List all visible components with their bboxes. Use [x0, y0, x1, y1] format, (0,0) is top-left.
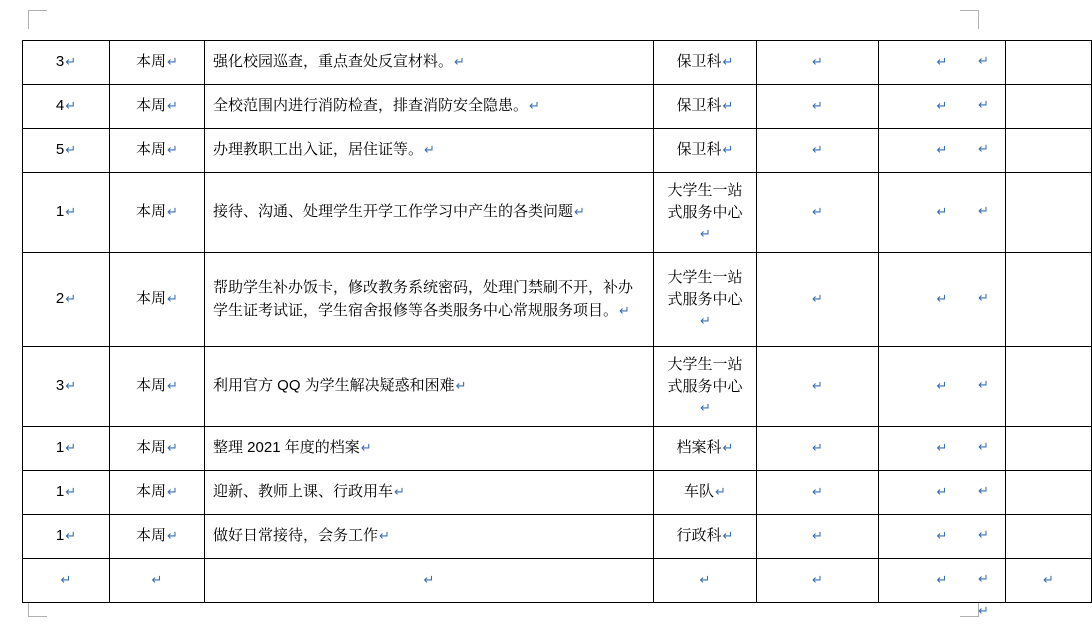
cell-text: 档案科↵: [676, 439, 734, 457]
paragraph-mark-icon: ↵: [423, 573, 435, 589]
table-cell-col-e[interactable]: [757, 253, 879, 347]
cell-text: 本周↵: [136, 53, 178, 71]
table-cell-dept[interactable]: [654, 559, 757, 603]
table-cell-week[interactable]: [110, 427, 205, 471]
cell-text: 1↵: [55, 439, 77, 457]
table-cell-week[interactable]: [110, 471, 205, 515]
cell-text: 本周↵: [136, 141, 178, 159]
paragraph-mark-icon: ↵: [167, 441, 178, 457]
cell-text: 本周↵: [136, 290, 178, 308]
paragraph-mark-icon: ↵: [722, 55, 734, 71]
paragraph-mark-icon: ↵: [812, 379, 823, 395]
paragraph-mark-icon: ↵: [65, 99, 77, 115]
table-cell-col-g[interactable]: [1006, 253, 1092, 347]
paragraph-mark-icon: ↵: [978, 54, 989, 69]
page-corner-mark-top-right: [960, 10, 979, 29]
table-cell-col-e[interactable]: [757, 347, 879, 427]
table-cell-col-e[interactable]: [757, 85, 879, 129]
paragraph-mark-icon: ↵: [699, 573, 711, 589]
paragraph-mark-icon: ↵: [424, 143, 435, 159]
paragraph-mark-icon: ↵: [151, 573, 163, 589]
table-cell-col-e[interactable]: [757, 173, 879, 253]
table-cell-dept[interactable]: [654, 85, 757, 129]
paragraph-mark-icon: ↵: [812, 441, 823, 457]
paragraph-mark-icon: ↵: [978, 378, 989, 393]
paragraph-mark-icon: ↵: [360, 441, 372, 457]
page-corner-mark-top-left: [28, 10, 47, 29]
paragraph-mark-icon: ↵: [812, 573, 823, 589]
table-cell-dept[interactable]: [654, 129, 757, 173]
table-cell-col-g[interactable]: [1006, 471, 1092, 515]
paragraph-mark-icon: ↵: [978, 98, 989, 113]
paragraph-mark-icon: ↵: [722, 99, 734, 115]
work-schedule-table: [22, 40, 1092, 603]
cell-text: 本周↵: [136, 203, 178, 221]
table-cell-desc[interactable]: [205, 253, 654, 347]
paragraph-mark-icon: ↵: [574, 205, 585, 221]
paragraph-mark-icon: ↵: [812, 205, 823, 221]
paragraph-mark-icon: ↵: [60, 573, 72, 589]
cell-text: 4↵: [55, 97, 77, 115]
paragraph-mark-icon: ↵: [65, 379, 77, 395]
cell-text: 整理 2021 年度的档案↵: [213, 439, 372, 457]
table-row: [23, 253, 1092, 347]
cell-text: 保卫科↵: [676, 97, 734, 115]
table-row: [23, 427, 1092, 471]
table-cell-week[interactable]: [110, 41, 205, 85]
cell-text: 做好日常接待，会务工作↵: [213, 527, 390, 545]
table-cell-week[interactable]: [110, 515, 205, 559]
table-cell-week[interactable]: [110, 173, 205, 253]
paragraph-mark-icon: ↵: [978, 604, 989, 619]
table-cell-dept[interactable]: [654, 347, 757, 427]
paragraph-mark-icon: ↵: [700, 227, 711, 243]
cell-text: 强化校园巡查，重点查处反宣材料。↵: [213, 53, 465, 71]
table-cell-week[interactable]: [110, 559, 205, 603]
table-cell-week[interactable]: [110, 85, 205, 129]
paragraph-mark-icon: ↵: [812, 529, 823, 545]
paragraph-mark-icon: ↵: [936, 205, 948, 221]
table-cell-col-g[interactable]: [1006, 559, 1092, 603]
table-cell-dept[interactable]: [654, 515, 757, 559]
cell-text: 车队↵: [684, 483, 726, 501]
table-cell-col-e[interactable]: [757, 41, 879, 85]
paragraph-mark-icon: ↵: [812, 485, 823, 501]
cell-text: 本周↵: [136, 439, 178, 457]
cell-text: 全校范围内进行消防检查，排查消防安全隐患。↵: [213, 97, 540, 115]
table-cell-col-g[interactable]: [1006, 515, 1092, 559]
cell-text: 3↵: [55, 377, 77, 395]
cell-text: 1↵: [55, 527, 77, 545]
cell-text: 大学生一站式服务中心↵: [667, 355, 743, 417]
table-cell-num[interactable]: [23, 85, 110, 129]
table-cell-col-e[interactable]: [757, 471, 879, 515]
table-cell-col-g[interactable]: [1006, 427, 1092, 471]
paragraph-mark-icon: ↵: [936, 292, 948, 308]
cell-text: 2↵: [55, 290, 77, 308]
paragraph-mark-icon: ↵: [700, 314, 711, 330]
table-cell-num[interactable]: [23, 471, 110, 515]
table-cell-desc[interactable]: [205, 559, 654, 603]
cell-text: 1↵: [55, 203, 77, 221]
table-cell-col-g[interactable]: [1006, 41, 1092, 85]
table-cell-dept[interactable]: [654, 427, 757, 471]
paragraph-mark-icon: ↵: [65, 55, 77, 71]
paragraph-mark-icon: ↵: [722, 143, 734, 159]
paragraph-mark-icon: ↵: [978, 572, 989, 587]
paragraph-mark-icon: ↵: [978, 291, 989, 306]
paragraph-mark-icon: ↵: [722, 441, 734, 457]
paragraph-mark-icon: ↵: [619, 303, 630, 319]
table-cell-desc[interactable]: [205, 347, 654, 427]
cell-text: 大学生一站式服务中心↵: [667, 181, 743, 243]
paragraph-mark-icon: ↵: [936, 441, 948, 457]
table-cell-week[interactable]: [110, 129, 205, 173]
paragraph-mark-icon: ↵: [812, 55, 823, 71]
table-cell-col-g[interactable]: [1006, 85, 1092, 129]
table-row: [23, 173, 1092, 253]
table-container: [22, 40, 1054, 603]
cell-text: 本周↵: [136, 527, 178, 545]
paragraph-mark-icon: ↵: [812, 292, 823, 308]
cell-text: 保卫科↵: [676, 141, 734, 159]
table-row: [23, 347, 1092, 427]
paragraph-mark-icon: ↵: [978, 528, 989, 543]
paragraph-mark-icon: ↵: [936, 379, 948, 395]
table-cell-desc[interactable]: [205, 129, 654, 173]
paragraph-mark-icon: ↵: [700, 401, 711, 417]
table-cell-col-e[interactable]: [757, 559, 879, 603]
cell-text: 3↵: [55, 53, 77, 71]
table-cell-num[interactable]: [23, 41, 110, 85]
paragraph-mark-icon: ↵: [936, 55, 948, 71]
table-cell-desc[interactable]: [205, 427, 654, 471]
table-cell-col-e[interactable]: [757, 515, 879, 559]
table-cell-week[interactable]: [110, 347, 205, 427]
table-row: [23, 85, 1092, 129]
paragraph-mark-icon: ↵: [167, 143, 178, 159]
cell-text: 本周↵: [136, 483, 178, 501]
table-cell-num[interactable]: [23, 173, 110, 253]
paragraph-mark-icon: ↵: [167, 379, 178, 395]
paragraph-mark-icon: ↵: [978, 484, 989, 499]
paragraph-mark-icon: ↵: [812, 99, 823, 115]
table-cell-dept[interactable]: [654, 471, 757, 515]
cell-text: 帮助学生补办饭卡，修改教务系统密码，处理门禁刷不开，补办学生证考试证，学生宿舍报修等各类服务中心常规服务项目。↵: [213, 279, 634, 319]
paragraph-mark-icon: ↵: [978, 204, 989, 219]
paragraph-mark-icon: ↵: [65, 292, 77, 308]
paragraph-mark-icon: ↵: [1043, 573, 1054, 589]
paragraph-mark-icon: ↵: [715, 485, 726, 501]
table-row: [23, 515, 1092, 559]
table-cell-num[interactable]: [23, 253, 110, 347]
table-cell-num[interactable]: [23, 129, 110, 173]
table-cell-num[interactable]: [23, 515, 110, 559]
table-row: [23, 41, 1092, 85]
table-cell-desc[interactable]: [205, 471, 654, 515]
table-cell-desc[interactable]: [205, 41, 654, 85]
paragraph-mark-icon: ↵: [379, 529, 390, 545]
cell-text: 保卫科↵: [676, 53, 734, 71]
paragraph-mark-icon: ↵: [936, 573, 948, 589]
cell-text: 本周↵: [136, 377, 178, 395]
table-cell-desc[interactable]: [205, 515, 654, 559]
table-cell-dept[interactable]: [654, 41, 757, 85]
paragraph-marks-column: [978, 40, 1008, 622]
paragraph-mark-icon: ↵: [167, 99, 178, 115]
cell-text: 大学生一站式服务中心↵: [667, 268, 743, 330]
cell-text: 办理教职工出入证，居住证等。↵: [213, 141, 435, 159]
table-cell-num[interactable]: [23, 559, 110, 603]
paragraph-mark-icon: ↵: [812, 143, 823, 159]
paragraph-mark-icon: ↵: [978, 142, 989, 157]
table-row: [23, 471, 1092, 515]
cell-text: 5↵: [55, 141, 77, 159]
paragraph-mark-icon: ↵: [936, 485, 948, 501]
cell-text: 接待、沟通、处理学生开学工作学习中产生的各类问题↵: [213, 203, 585, 221]
table-cell-col-g[interactable]: [1006, 129, 1092, 173]
table-cell-col-e[interactable]: [757, 427, 879, 471]
paragraph-mark-icon: ↵: [167, 55, 178, 71]
paragraph-mark-icon: ↵: [167, 292, 178, 308]
paragraph-mark-icon: ↵: [722, 529, 734, 545]
table-cell-desc[interactable]: [205, 85, 654, 129]
paragraph-mark-icon: ↵: [65, 441, 77, 457]
table-cell-col-g[interactable]: [1006, 173, 1092, 253]
paragraph-mark-icon: ↵: [936, 529, 948, 545]
paragraph-mark-icon: ↵: [65, 143, 77, 159]
cell-text: 1↵: [55, 483, 77, 501]
cell-text: 利用官方 QQ 为学生解决疑惑和困难↵: [213, 377, 467, 395]
paragraph-mark-icon: ↵: [167, 529, 178, 545]
paragraph-mark-icon: ↵: [936, 99, 948, 115]
paragraph-mark-icon: ↵: [529, 99, 540, 115]
paragraph-mark-icon: ↵: [65, 529, 77, 545]
paragraph-mark-icon: ↵: [65, 205, 77, 221]
table-cell-dept[interactable]: [654, 173, 757, 253]
paragraph-mark-icon: ↵: [167, 205, 178, 221]
paragraph-mark-icon: ↵: [454, 55, 465, 71]
cell-text: 本周↵: [136, 97, 178, 115]
table-cell-num[interactable]: [23, 347, 110, 427]
paragraph-mark-icon: ↵: [455, 379, 467, 395]
cell-text: 迎新、教师上课、行政用车↵: [213, 483, 405, 501]
paragraph-mark-icon: ↵: [65, 485, 77, 501]
table-cell-num[interactable]: [23, 427, 110, 471]
table-cell-desc[interactable]: [205, 173, 654, 253]
table-cell-week[interactable]: [110, 253, 205, 347]
paragraph-mark-icon: ↵: [936, 143, 948, 159]
table-row: [23, 559, 1092, 603]
table-cell-col-e[interactable]: [757, 129, 879, 173]
paragraph-mark-icon: ↵: [394, 485, 405, 501]
table-row: [23, 129, 1092, 173]
table-cell-col-g[interactable]: [1006, 347, 1092, 427]
paragraph-mark-icon: ↵: [167, 485, 178, 501]
cell-text: 行政科↵: [676, 527, 734, 545]
table-cell-dept[interactable]: [654, 253, 757, 347]
table-body: [23, 41, 1092, 603]
paragraph-mark-icon: ↵: [978, 440, 989, 455]
